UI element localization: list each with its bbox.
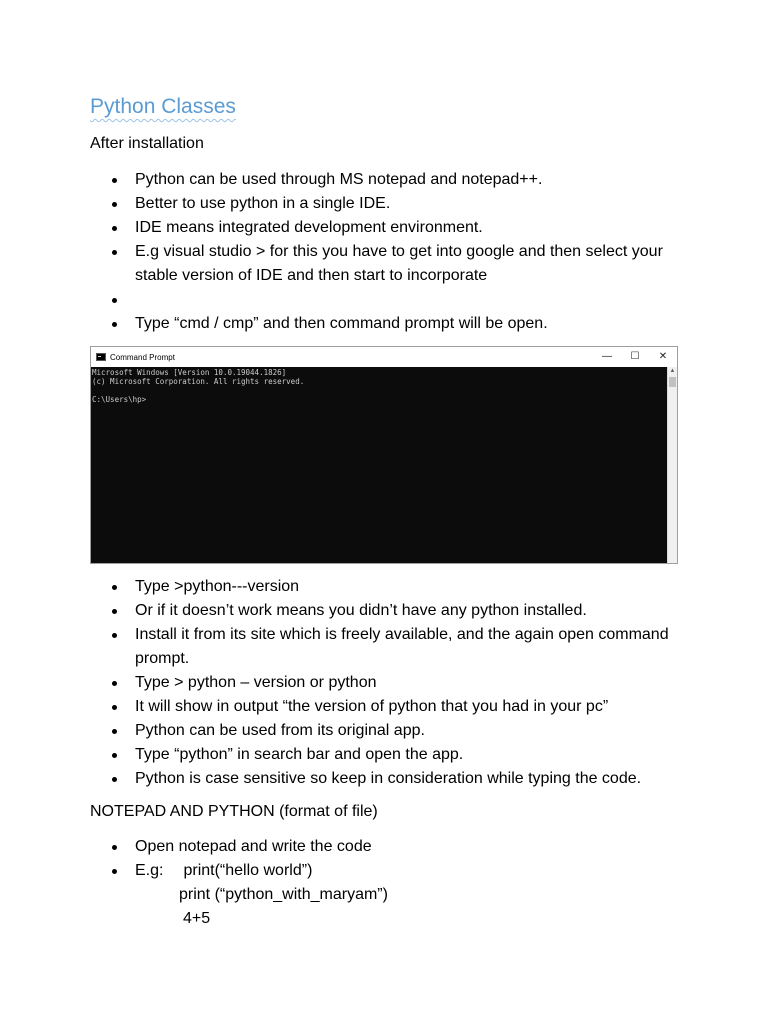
code-line: 4+5 — [183, 910, 211, 927]
bullet-icon — [112, 705, 117, 710]
bullet-icon — [112, 777, 117, 782]
list-item: Better to use python in a single IDE. — [90, 192, 690, 216]
example-label: E.g: — [135, 862, 164, 879]
list-item: Type “cmd / cmp” and then command prompt will be open. — [90, 312, 690, 336]
bullet-icon — [112, 226, 117, 231]
bullet-icon — [112, 322, 117, 327]
list-item: Python can be used through MS notepad and notepad++. — [90, 168, 690, 192]
bullet-icon — [112, 681, 117, 686]
bullet-list-3 — [90, 835, 690, 931]
cmd-title: Command Prompt — [110, 352, 175, 362]
scroll-thumb — [669, 377, 676, 387]
cmd-scrollbar — [667, 367, 677, 563]
command-prompt-screenshot — [90, 346, 678, 564]
bullet-icon — [112, 585, 117, 590]
list-item: Type > python – version or python — [90, 671, 690, 695]
cmd-title-bar — [91, 347, 677, 367]
code-line: print (“python_with_maryam”) — [179, 886, 388, 903]
bullet-icon — [112, 845, 117, 850]
list-item-code-example — [90, 859, 690, 883]
list-item: Open notepad and write the code — [90, 835, 690, 859]
list-item: It will show in output “the version of python that you had in your pc” — [90, 695, 690, 719]
list-item: IDE means integrated development environment. — [90, 216, 690, 240]
bullet-icon — [112, 729, 117, 734]
list-item-empty — [90, 288, 690, 312]
console-line: (c) Microsoft Corporation. All rights reserved. — [92, 377, 305, 386]
bullet-icon — [112, 633, 117, 638]
bullet-list-2 — [90, 575, 690, 791]
list-item: Python is case sensitive so keep in consideration while typing the code. — [90, 767, 690, 791]
cmd-console-output — [91, 367, 667, 563]
list-item: Install it from its site which is freely available, and the again open command prompt. — [90, 623, 690, 671]
section-heading-notepad: NOTEPAD AND PYTHON (format of file) — [90, 803, 378, 820]
code-line: print(“hello world”) — [183, 862, 313, 879]
bullet-icon — [112, 609, 117, 614]
intro-paragraph: After installation — [90, 135, 204, 152]
scroll-up-icon: ▲ — [669, 368, 676, 374]
minimize-icon: — — [602, 351, 612, 362]
bullet-icon — [112, 298, 117, 303]
list-item: Type >python---version — [90, 575, 690, 599]
bullet-icon — [112, 178, 117, 183]
list-item: E.g visual studio > for this you have to get into google and then select your stable version of IDE and then start to incorporate — [90, 240, 690, 288]
close-icon: ✕ — [658, 351, 668, 362]
code-continuation — [90, 883, 690, 931]
bullet-icon — [112, 753, 117, 758]
maximize-icon: ☐ — [630, 351, 640, 362]
document-heading: Python Classes — [90, 95, 236, 118]
cmd-app-icon — [96, 353, 106, 361]
bullet-icon — [112, 202, 117, 207]
console-prompt: C:\Users\hp> — [92, 395, 147, 404]
list-item: Python can be used from its original app. — [90, 719, 690, 743]
bullet-icon — [112, 869, 117, 874]
list-item: Type “python” in search bar and open the app. — [90, 743, 690, 767]
bullet-list-1 — [90, 168, 690, 336]
bullet-icon — [112, 250, 117, 255]
list-item: Or if it doesn’t work means you didn’t have any python installed. — [90, 599, 690, 623]
console-line: Microsoft Windows [Version 10.0.19044.1826] — [92, 368, 287, 377]
